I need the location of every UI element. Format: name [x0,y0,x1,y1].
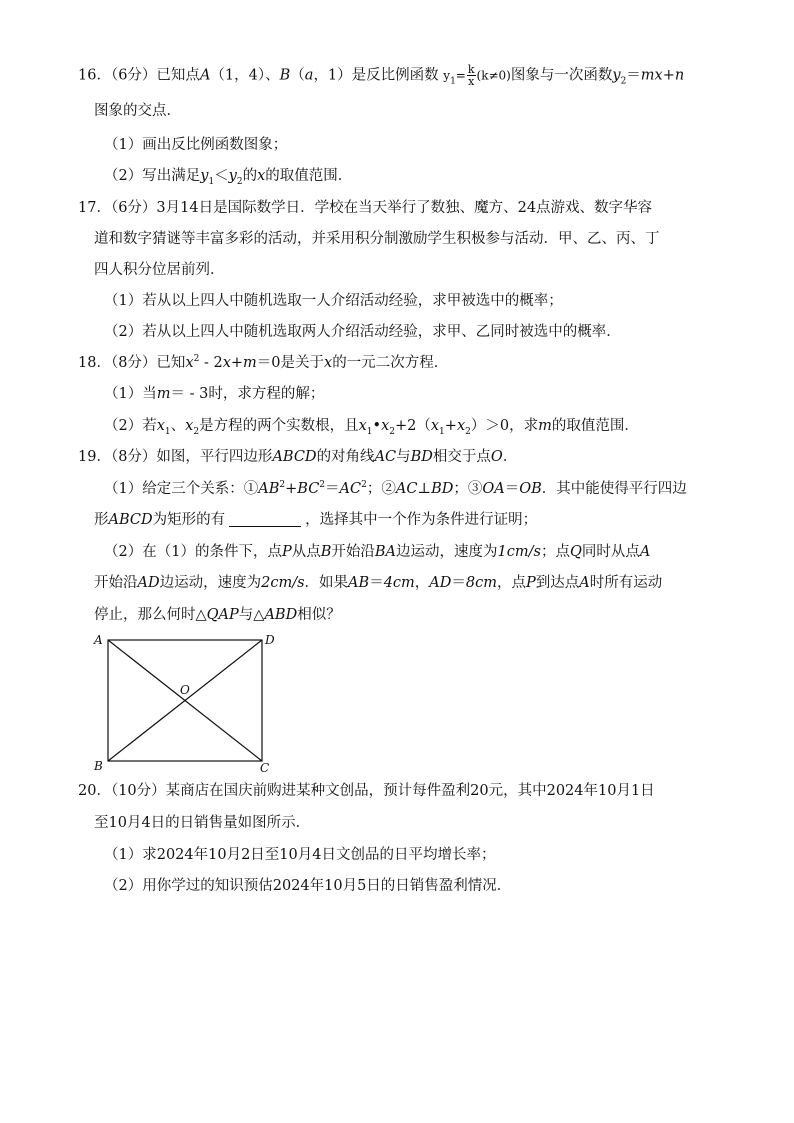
label-O: O [180,683,190,697]
label-A: A [94,633,103,647]
q19-part2-line1: （2）在（1）的条件下，点P从点B开始沿BA边运动，速度为1cm/s；点Q同时从点A [104,544,651,560]
q20-stem-line1: 20．（10分）某商店在国庆前购进某种文创品，预计每件盈利20元，其中2024年10月1日 [78,783,655,799]
q20-part2: （2）用你学过的知识预估2024年10月5日的日销售盈利情况． [104,878,512,894]
q16-stem-line2: 图象的交点． [94,103,181,119]
q17-part2: （2）若从以上四人中随机选取两人介绍活动经验，求甲、乙同时被选中的概率． [104,324,621,340]
q19-stem: 19．（8分）如图，平行四边形ABCD的对角线AC与BD相交于点O． [78,449,518,465]
q16-text: 16．（6分）已知点 [78,67,200,84]
q19-part2-line3: 停止，那么何时△QAP与△ABD相似？ [94,607,341,623]
q20-stem-line2: 至10月4日的日销售量如图所示． [94,815,311,831]
q19-part1-line1: （1）给定三个关系：$①AB^2+BC^2=AC^2$；②AC⊥BD；③OA＝OB．其中能使得平行四边 [104,480,687,497]
q18-part2: （2）若$x_1$、$x_2$是方程的两个实数根，且$x_1•x_2+2(x_1+x_2)>0$，求m的取值范围． [104,418,639,437]
fraction-k-over-x: $\frac{k}{x}$ [467,63,475,88]
q20-part1: （1）求2024年10月2日至10月4日文创品的日平均增长率； [104,847,496,863]
answer-blank[interactable] [229,512,301,527]
label-C: C [260,761,270,774]
q17-stem-line2: 道和数字猜谜等丰富多彩的活动，并采用积分制激励学生积极参与活动．甲、乙、丙、丁 [94,231,660,247]
label-B: B [94,759,103,773]
q18-stem: 18．（8分）已知$x^2 - 2x+m=0$是关于x的一元二次方程． [78,354,449,371]
q19-part1-line2: 形ABCD为矩形的有 ，选择其中一个作为条件进行证明； [94,512,538,528]
q17-stem-line1: 17．（6分）3月14日是国际数学日．学校在当天举行了数独、魔方、24点游戏、数字华容 [78,200,653,216]
q16-part1: （1）画出反比例函数图象； [104,137,288,153]
q19-part2-line2: 开始沿AD边运动，速度为2cm/s．如果AB＝4cm，AD＝8cm，点P到达点A时所有运动 [94,575,663,591]
rectangle-figure [88,628,278,774]
label-D: D [265,633,275,647]
q16-stem: 16．（6分）已知点A（1，4）、B（a，1）是反比例函数 $y_1=$ $\frac{k}{x}$ (k≠0)图象与一次函数$y_2=mx+n$ [78,63,685,88]
q18-part1: （1）当m＝ - 3时，求方程的解； [104,386,325,402]
q17-part1: （1）若从以上四人中随机选取一人介绍活动经验，求甲被选中的概率； [104,293,563,309]
q17-stem-line3: 四人积分位居前列． [94,262,225,278]
q16-part2: （2）写出满足$y_1<y_2$的x的取值范围． [104,168,353,187]
